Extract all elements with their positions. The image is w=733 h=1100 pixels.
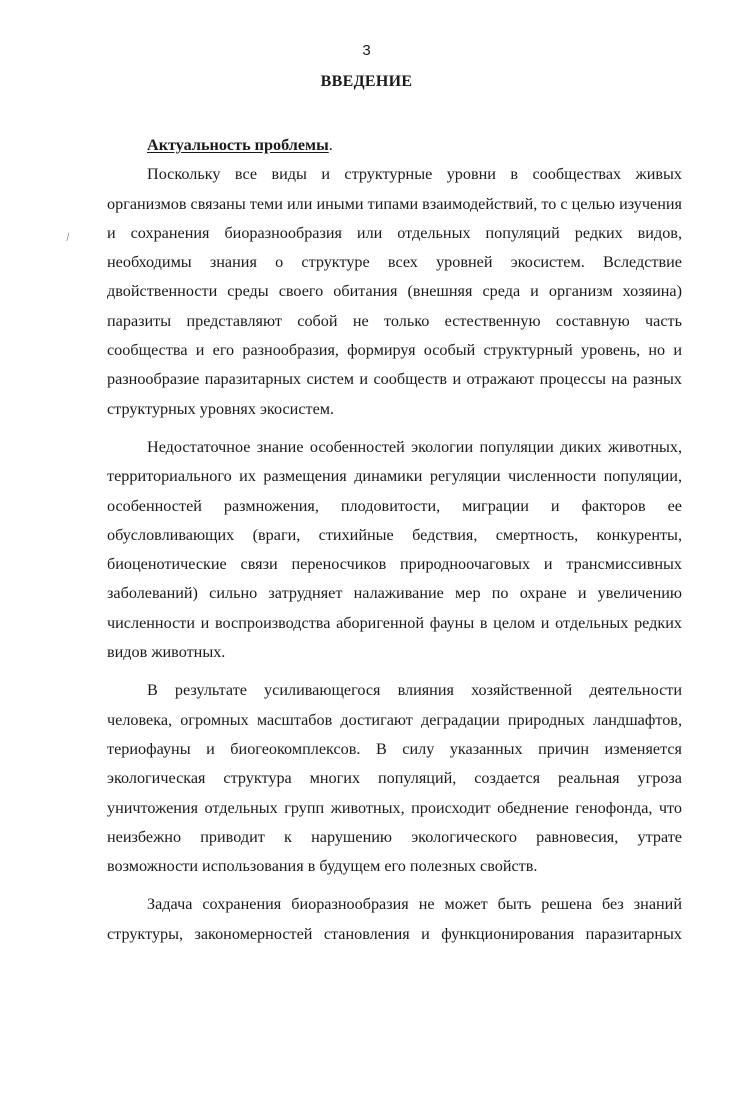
section-heading-period: . [328, 136, 333, 154]
paragraph-3: В результате усиливающегося влияния хозяйственной деятельности человека, огромных масштабов достигают деградации природных ландшафтов, териофауны и биогеокомплексов. В силу указанных причин изменяется экологическая структура многих популяций, создается реальная угроза уничтожения отдельных групп животных, происходит обеднение генофонда, что неизбежно приводит к нарушению экологического равновесия, утрате возможности использования в будущем его полезных свойств. [107, 681, 682, 876]
section-heading [107, 131, 682, 160]
page-title: ВВЕДЕНИЕ [320, 73, 413, 90]
paragraph-2: Недостаточное знание особенностей экологии популяции диких животных, территориального их размещения динамики регуляции численности популяции, особенностей размножения, плодовитости, миграции и факторов ее обусловливающих (враги, стихийные бедствия, смертность, конкуренты, биоценотические связи переносчиков природноочаговых и трансмиссивных заболеваний) сильно затрудняет налаживание мер по охране и увеличению численности и воспроизводства аборигенной фауны в целом и отдельных редких видов животных. [107, 437, 682, 662]
margin-mark: | [65, 231, 71, 241]
paragraph-1: Поскольку все виды и структурные уровни в сообществах живых организмов связаны теми или иными типами взаимодействий, то с целью изучения и сохранения биоразнообразия или отдельных популяций редких видов, необходимы знания о структуре всех уровней экосистем. Вследствие двойственности среды своего обитания (внешняя среда и организм хозяина) паразиты представляют собой не только естественную составную часть сообщества и его разнообразия, формируя особый структурный уровень, но и разнообразие паразитарных систем и сообществ и отражают процессы на разных структурных уровнях экосистем. [107, 165, 682, 418]
body-text [107, 131, 682, 958]
paragraph-4: Задача сохранения биоразнообразия не может быть решена без знаний структуры, закономерностей становления и функционирования паразитарных [107, 895, 682, 943]
section-heading-text: Актуальность проблемы [147, 136, 329, 154]
page-number: 3 [362, 42, 371, 59]
